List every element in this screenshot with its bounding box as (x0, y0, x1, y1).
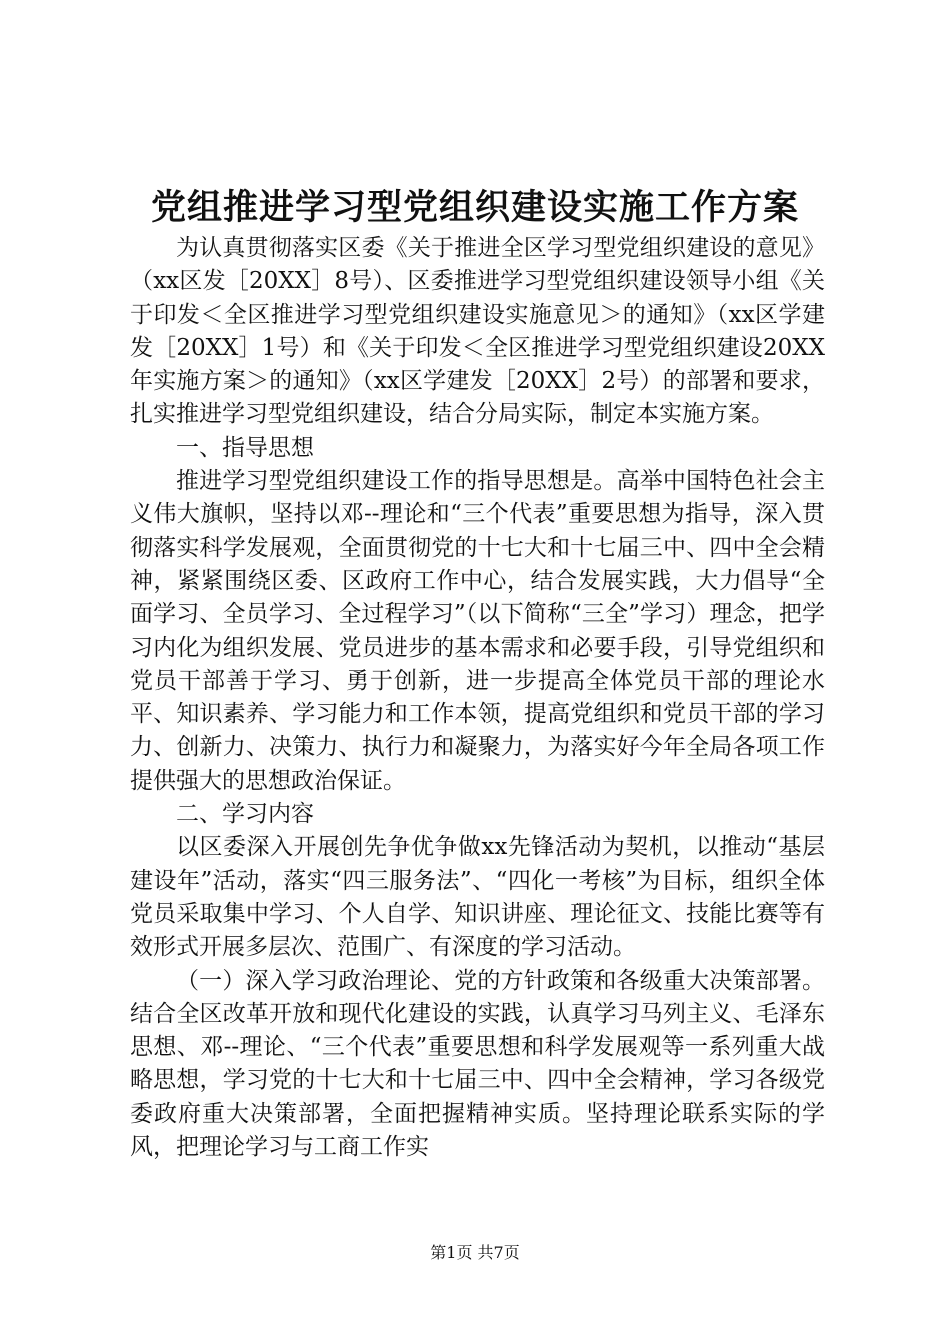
section-heading-learning-content: 二、学习内容 (176, 801, 314, 828)
page-number-footer: 第1页 共7页 (430, 1243, 520, 1262)
section-heading-guiding-thought: 一、指导思想 (176, 434, 314, 461)
paragraph-learning-content: 以区委深入开展创先争优争做xx先锋活动为契机，以推动“基层建设年”活动，落实“四三服务法”、“四化一考核”为目标，组织全体党员采取集中学习、个人自学、知识讲座、理论征文、技能比赛等有效形式开展多层次、范围广、有深度的学习活动。 (130, 834, 825, 961)
paragraph-political-theory: （一）深入学习政治理论、党的方针政策和各级重大决策部署。结合全区改革开放和现代化建设的实践，认真学习马列主义、毛泽东思想、邓--理论、“三个代表”重要思想和科学发展观等一系列重大战略思想，学习党的十七大和十七届三中、四中全会精神，学习各级党委政府重大决策部署，全面把握精神实质。坚持理论联系实际的学风，把理论学习与工商工作实 (130, 967, 825, 1161)
paragraph-guiding-thought: 推进学习型党组织建设工作的指导思想是。高举中国特色社会主义伟大旗帜，坚持以邓--理论和“三个代表”重要思想为指导，深入贯彻落实科学发展观，全面贯彻党的十七大和十七届三中、四中全会精神，紧紧围绕区委、区政府工作中心，结合发展实践，大力倡导“全面学习、全员学习、全过程学习”（以下简称“三全”学习）理念，把学习内化为组织发展、党员进步的基本需求和必要手段，引导党组织和党员干部善于学习、勇于创新，进一步提高全体党员干部的理论水平、知识素养、学习能力和工作本领，提高党组织和党员干部的学习力、创新力、决策力、执行力和凝聚力，为落实好今年全局各项工作提供强大的思想政治保证。 (130, 468, 825, 794)
document-body (130, 232, 825, 1164)
page-title: 党组推进学习型党组织建设实施工作方案 (150, 187, 799, 228)
paragraph-intro: 为认真贯彻落实区委《关于推进全区学习型党组织建设的意见》（xx区发［20XX］8号）、区委推进学习型党组织建设领导小组《关于印发＜全区推进学习型党组织建设实施意见＞的通知》（xx区学建发［20XX］1号）和《关于印发＜全区推进学习型党组织建设20XX年实施方案＞的通知》（xx区学建发［20XX］2号）的部署和要求，扎实推进学习型党组织建设，结合分局实际，制定本实施方案。 (130, 235, 825, 428)
